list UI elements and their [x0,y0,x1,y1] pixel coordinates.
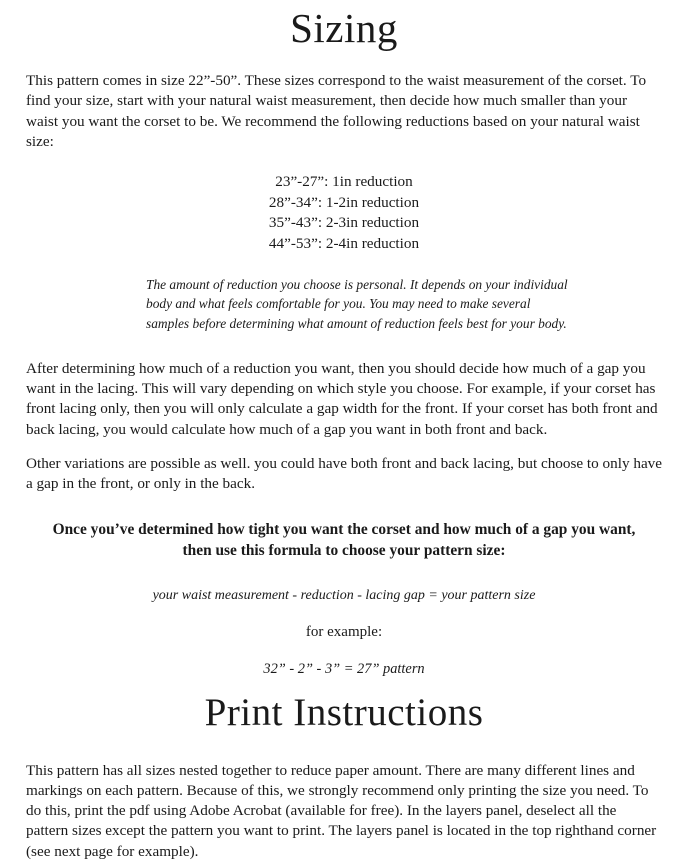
list-item: 44”-53”: 2-4in reduction [268,234,420,252]
spacer [26,440,662,454]
spacer [26,494,662,520]
formula-callout [44,520,644,562]
spacer [26,641,662,661]
for-example-label: for example: [305,623,383,640]
sizing-intro-paragraph: This pattern comes in size 22”-50”. These sizes correspond to the waist measurement of the corset. To find your size, start with your natural waist measurement, then decide how much smaller than your waist you want the corset to be. We recommend the following reductions based on your natural waist size: [26,72,647,150]
formula-callout-line-1: Once you’ve determined how tight you want the corset and how much of a gap you want, [52,521,636,539]
sizing-formula: your waist measurement - reduction - lacing gap = your pattern size [152,587,536,603]
spacer [26,333,662,359]
reduction-personal-note: The amount of reduction you choose is personal. It depends on your individual body and what feels comfortable for you. You may need to make several samples before determining what amount of reduction feels best for your body. [146,276,568,331]
spacer [26,255,662,275]
page-title-sizing: Sizing [290,5,398,51]
lacing-gap-paragraph: After determining how much of a reduction you want, then you should decide how much of a gap you want in the lacing. This will vary depending on which style you choose. For example, if your corset has front lacing only, then you will only calculate a gap width for the front. If your corset has both front and back lacing, you would calculate how much of a gap you want in both front and back. [26,359,658,438]
example-calculation: 32” - 2” - 3” = 27” pattern [263,660,425,677]
list-item: 35”-43”: 2-3in reduction [268,214,420,232]
formula-callout-line-2: then use this formula to choose your pattern size: [182,542,506,560]
page-title-print-instructions: Print Instructions [204,690,484,734]
spacer [26,152,662,172]
reduction-guidelines-list [26,172,662,255]
list-item: 23”-27”: 1in reduction [275,172,413,190]
document-page [0,5,688,860]
variations-paragraph: Other variations are possible as well. you could have both front and back lacing, but choose to only have a gap in the front, or only in the back. [26,454,663,493]
spacer [26,51,662,71]
spacer [26,562,662,588]
spacer [26,735,662,761]
print-instructions-paragraph: This pattern has all sizes nested together to reduce paper amount. There are many different lines and markings on each pattern. Because of this, we strongly recommend only printing the size you need. To do this, print the pdf using Adobe Acrobat (available for free). In the layers panel, deselect all the pattern sizes except the pattern you want to print. The layers panel is located in the top righthand corner (see next page for example). [26,761,657,860]
spacer [26,604,662,624]
list-item: 28”-34”: 1-2in reduction [268,193,420,211]
